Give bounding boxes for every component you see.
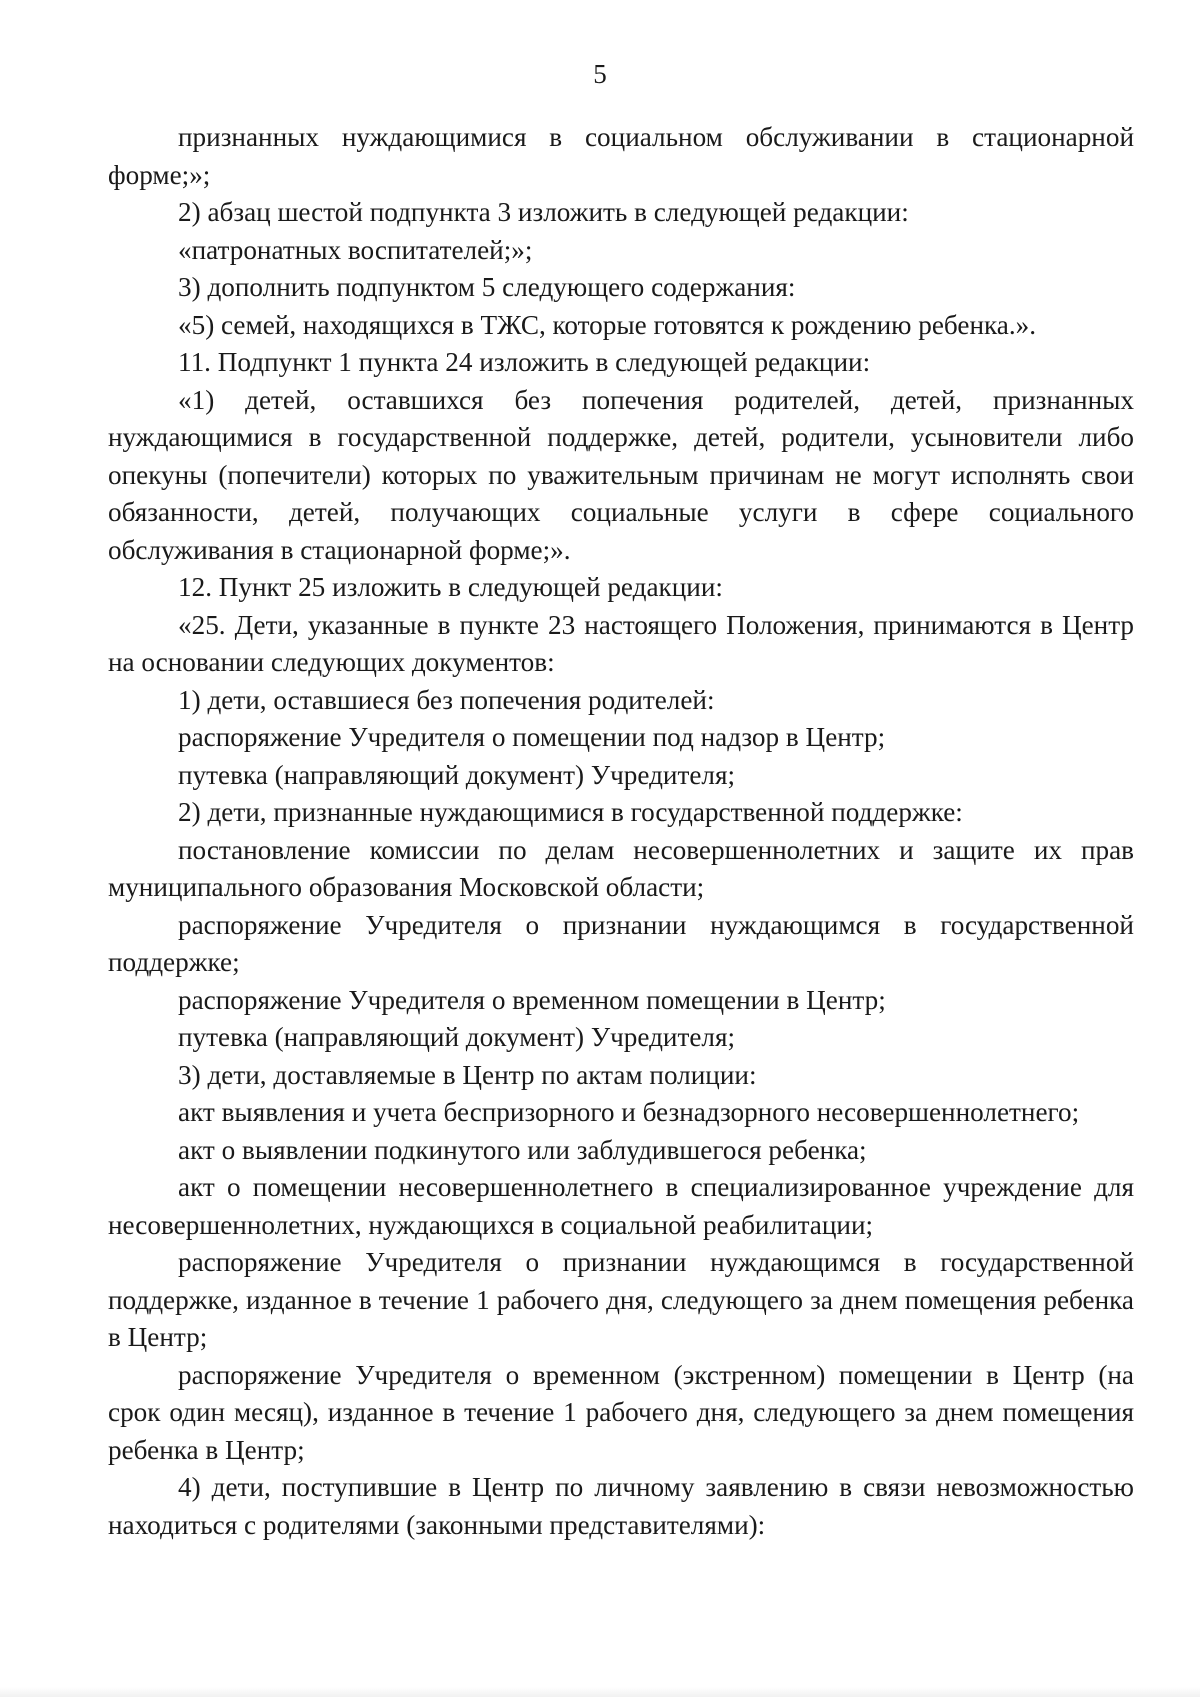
paragraph: 2) абзац шестой подпункта 3 изложить в следующей редакции:	[178, 197, 909, 227]
paragraph: распоряжение Учредителя о временном помещении в Центр;	[178, 984, 886, 1015]
paragraph: 3) дополнить подпунктом 5 следующего содержания:	[178, 272, 796, 302]
paragraph: 2) дети, признанные нуждающимися в государственной поддержке:	[178, 797, 963, 827]
paragraph: «1) детей, оставшихся без попечения родителей, детей, признанных нуждающимися в государственной поддержке, детей, родители, усыновители либо опекуны (попечители) которых по уважительным причинам не могут исполнять свои обязанности, детей, получающих социальные услуги в сфере социального обслуживания в стационарной форме;».	[108, 384, 1134, 565]
paragraph: акт выявления и учета беспризорного и безнадзорного несовершеннолетнего;	[178, 1097, 1080, 1127]
paragraph: распоряжение Учредителя о признании нуждающимся в государственной поддержке;	[108, 909, 1134, 977]
paragraph: 1) дети, оставшиеся без попечения родителей:	[178, 684, 715, 715]
paragraph: распоряжение Учредителя о временном (экстренном) помещении в Центр (на срок один месяц), изданное в течение 1 рабочего дня, следующего за днем помещения ребенка в Центр;	[108, 1359, 1134, 1465]
paragraph: 3) дети, доставляемые в Центр по актам полиции:	[178, 1059, 757, 1090]
paragraph: 12. Пункт 25 изложить в следующей редакции:	[178, 572, 723, 602]
paragraph: акт о помещении несовершеннолетнего в специализированное учреждение для несовершеннолетних, нуждающихся в социальной реабилитации;	[108, 1172, 1134, 1240]
paragraph: «5) семей, находящихся в ТЖС, которые готовятся к рождению ребенка.».	[178, 309, 1037, 340]
paragraph: акт о выявлении подкинутого или заблудившегося ребенка;	[178, 1134, 867, 1165]
scan-edge	[0, 1687, 1200, 1697]
paragraph: 11. Подпункт 1 пункта 24 изложить в следующей редакции:	[178, 347, 871, 377]
paragraph: путевка (направляющий документ) Учредителя;	[178, 1022, 736, 1052]
paragraph: признанных нуждающимися в социальном обслуживании в стационарной форме;»;	[108, 122, 1134, 190]
paragraph: распоряжение Учредителя о помещении под надзор в Центр;	[178, 722, 886, 752]
document-body	[108, 119, 1134, 1544]
paragraph: «патронатных воспитателей;»;	[178, 234, 533, 265]
paragraph: распоряжение Учредителя о признании нуждающимся в государственной поддержке, изданное в течение 1 рабочего дня, следующего за днем помещения ребенка в Центр;	[108, 1247, 1134, 1352]
paragraph: путевка (направляющий документ) Учредителя;	[178, 759, 736, 790]
paragraph: постановление комиссии по делам несовершеннолетних и защите их прав муниципального образования Московской области;	[108, 834, 1134, 902]
paragraph: «25. Дети, указанные в пункте 23 настоящего Положения, принимаются в Центр на основании следующих документов:	[108, 609, 1134, 677]
page-number: 5	[593, 59, 607, 89]
paragraph: 4) дети, поступившие в Центр по личному заявлению в связи невозможностью находиться с родителями (законными представителями):	[108, 1472, 1134, 1540]
